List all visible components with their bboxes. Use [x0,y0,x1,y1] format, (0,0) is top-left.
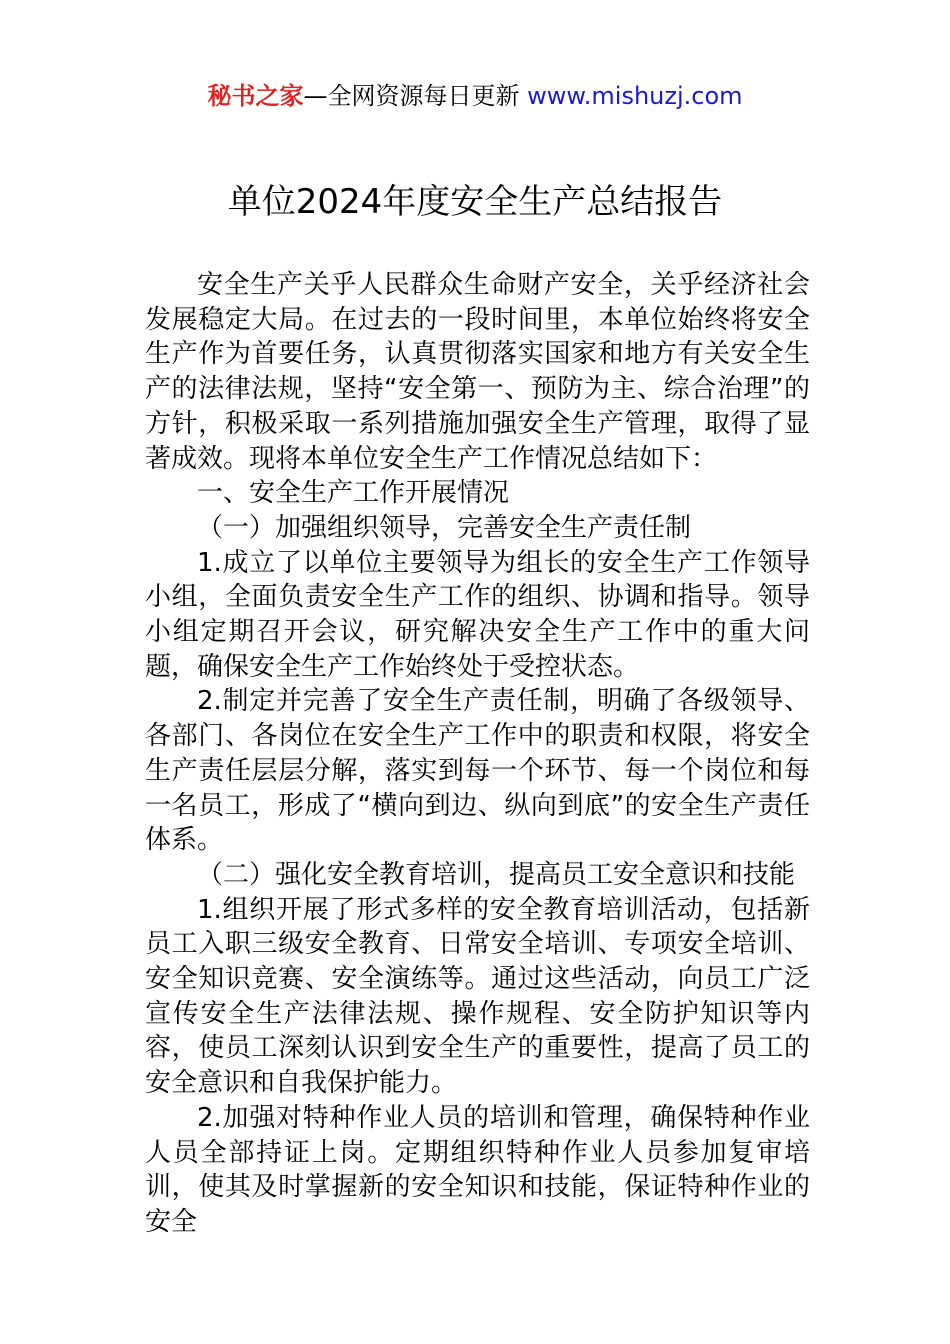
body-paragraph: 1.组织开展了形式多样的安全教育培训活动，包括新员工入职三级安全教育、日常安全培训、专项安全培训、安全知识竞赛、安全演练等。通过这些活动，向员工广泛宣传安全生产法律法规、操作规程、安全防护知识等内容，使员工深刻认识到安全生产的重要性，提高了员工的安全意识和自我保护能力。 [145,894,810,1099]
body-paragraph: 2.加强对特种作业人员的培训和管理，确保特种作业人员全部持证上岗。定期组织特种作业人员参加复审培训，使其及时掌握新的安全知识和技能，保证特种作业的安全 [145,1102,810,1237]
subsection-heading: （二）强化安全教育培训，提高员工安全意识和技能 [197,859,796,890]
body-paragraph: 2.制定并完善了安全生产责任制，明确了各级领导、各部门、各岗位在安全生产工作中的职责和权限，将安全生产责任层层分解，落实到每一个环节、每一个岗位和每一名员工，形成了“横向到边、纵向到底”的安全生产责任体系。 [145,686,810,856]
header-tagline: —全网资源每日更新 [303,82,528,110]
site-url-link[interactable]: www.mishuzj.com [527,82,743,110]
subsection-heading: （一）加强组织领导，完善安全生产责任制 [197,512,692,543]
document-body [145,268,810,1240]
document-title: 单位2024年度安全生产总结报告 [227,182,723,222]
brand-name: 秘书之家 [207,82,304,110]
intro-paragraph: 安全生产关乎人民群众生命财产安全，关乎经济社会发展稳定大局。在过去的一段时间里，本单位始终将安全生产作为首要任务，认真贯彻落实国家和地方有关安全生产的法律法规，坚持“安全第一、预防为主、综合治理”的方针，积极采取一系列措施加强安全生产管理，取得了显著成效。现将本单位安全生产工作情况总结如下： [145,270,810,474]
body-paragraph: 1.成立了以单位主要领导为组长的安全生产工作领导小组，全面负责安全生产工作的组织、协调和指导。领导小组定期召开会议，研究解决安全生产工作中的重大问题，确保安全生产工作始终处于受控状态。 [145,547,810,682]
site-header [0,80,950,112]
section-heading: 一、安全生产工作开展情况 [197,478,510,509]
